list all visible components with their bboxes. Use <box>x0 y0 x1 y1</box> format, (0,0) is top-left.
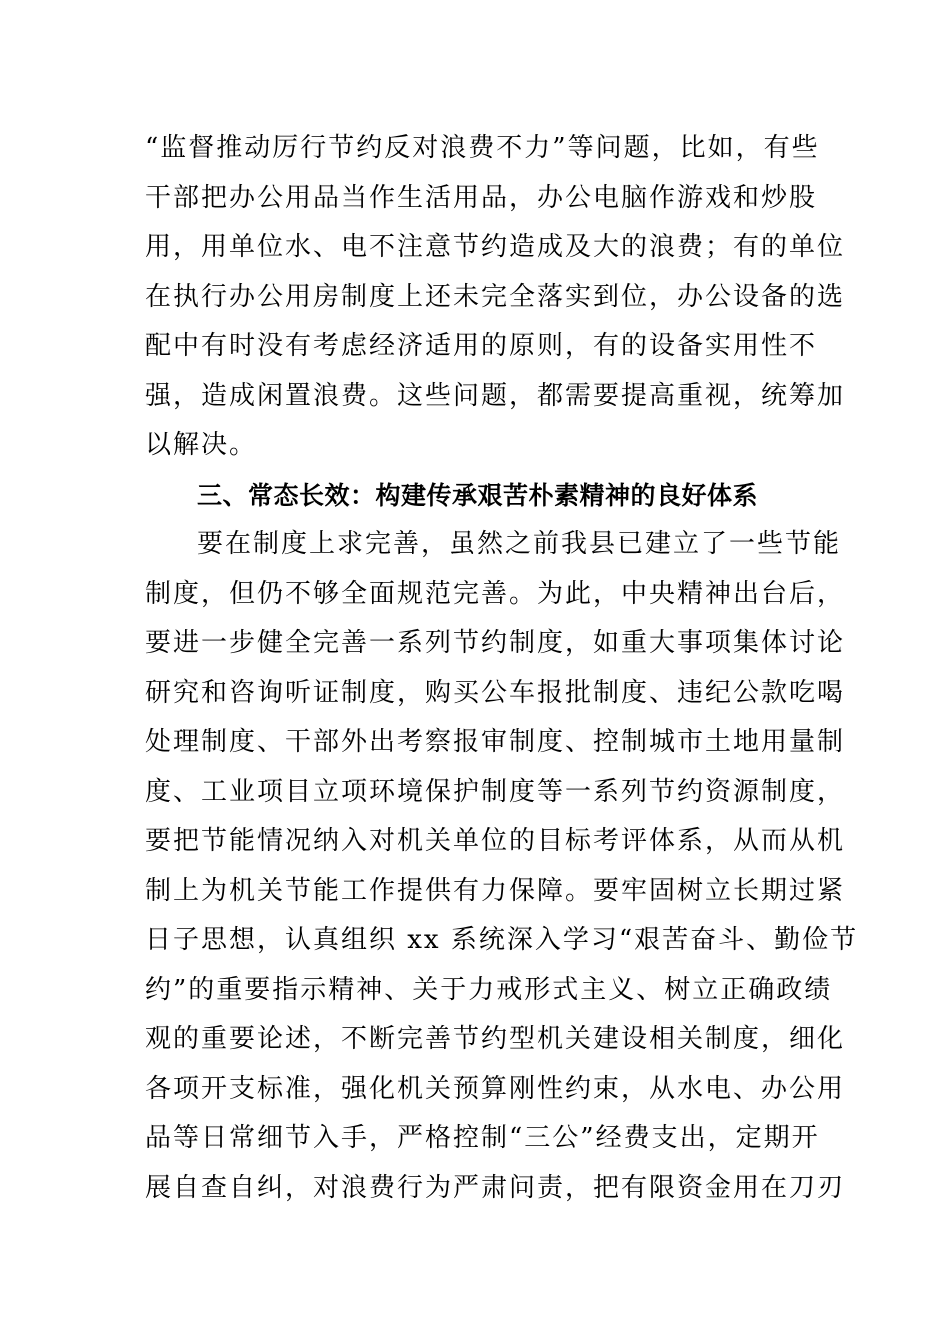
text-line: 要在制度上求完善，虽然之前我县已建立了一些节能 <box>197 529 842 559</box>
document-body <box>145 124 859 1213</box>
text-line: 配中有时没有考虑经济适用的原则，有的设备实用性不 <box>145 331 818 361</box>
paragraph-continuation <box>145 124 846 471</box>
text-line: 要进一步健全完善一系列节约制度，如重大事项集体讨论 <box>145 628 846 658</box>
text-line: 研究和咨询听证制度，购买公车报批制度、违纪公款吃喝 <box>145 677 846 708</box>
text-line: “监督推动厉行节约反对浪费不力”等问题，比如，有些 <box>145 133 820 163</box>
text-line: 度、工业项目立项环境保护制度等一系列节约资源制度， <box>145 776 846 807</box>
text-line: 制度，但仍不够全面规范完善。为此，中央精神出台后， <box>145 578 846 609</box>
text-line: 以解决。 <box>145 430 258 460</box>
text-line: 用，用单位水、电不注意节约造成及大的浪费；有的单位 <box>145 232 846 262</box>
text-line: 要把节能情况纳入对机关单位的目标考评体系，从而从机 <box>145 826 846 856</box>
text-line: 日子思想，认真组织 xx 系统深入学习“艰苦奋斗、勤俭节 <box>145 925 859 955</box>
text-line: 各项开支标准，强化机关预算刚性约束，从水电、办公用 <box>145 1073 846 1104</box>
text-line: 强，造成闲置浪费。这些问题，都需要提高重视，统筹加 <box>145 380 846 411</box>
text-line: 观的重要论述，不断完善节约型机关建设相关制度，细化 <box>145 1024 846 1054</box>
section-heading: 三、常态长效：构建传承艰苦朴素精神的良好体系 <box>197 480 759 510</box>
text-line: 品等日常细节入手，严格控制“三公”经费支出，定期开 <box>145 1123 820 1153</box>
text-line: 在执行办公用房制度上还未完全落实到位，办公设备的选 <box>145 281 846 312</box>
paragraph-section-three <box>145 520 859 1213</box>
text-line: 约”的重要指示精神、关于力戒形式主义、树立正确政绩 <box>145 974 833 1005</box>
text-line: 处理制度、干部外出考察报审制度、控制城市土地用量制 <box>145 727 846 757</box>
text-line: 展自查自纠，对浪费行为严肃问责，把有限资金用在刀刃 <box>145 1172 846 1203</box>
text-line: 干部把办公用品当作生活用品，办公电脑作游戏和炒股 <box>145 182 818 213</box>
text-line: 制上为机关节能工作提供有力保障。要牢固树立长期过紧 <box>145 875 846 906</box>
